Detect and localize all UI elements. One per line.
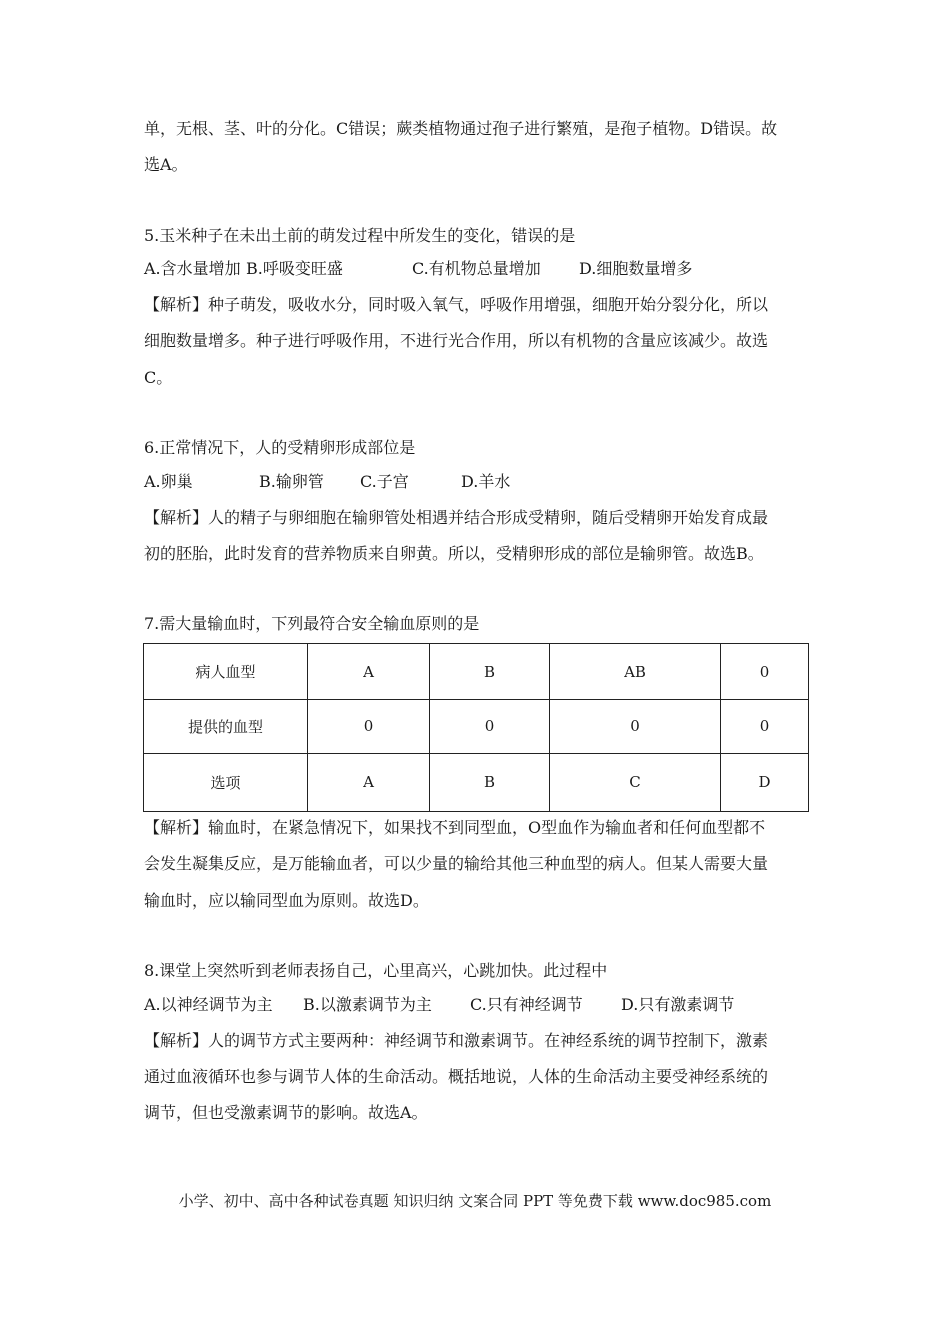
- table-cell: 0: [308, 700, 430, 753]
- table-cell: 0: [721, 700, 809, 753]
- q8-option-a: A.以神经调节为主: [144, 995, 273, 1014]
- q6-option-c: C.子宫: [360, 472, 409, 491]
- table-cell: D: [721, 753, 809, 811]
- q5-analysis-line-1: 【解析】种子萌发，吸收水分，同时吸入氧气，呼吸作用增强，细胞开始分裂分化，所以: [144, 295, 769, 314]
- q5-analysis-line-3: C。: [144, 368, 173, 387]
- q5-option-c: C.有机物总量增加: [412, 259, 541, 278]
- table-cell: B: [430, 644, 550, 700]
- table-row: [144, 700, 809, 753]
- page-footer: 小学、初中、高中各种试卷真题 知识归纳 文案合同 PPT 等免费下载 www.doc985.com: [178, 1192, 772, 1210]
- table-cell: AB: [550, 644, 721, 700]
- table-cell: 0: [721, 644, 809, 700]
- q8-option-b: B.以激素调节为主: [303, 995, 432, 1014]
- q8-options: [144, 994, 814, 1016]
- q7-analysis-line-3: 输血时，应以输同型血为原则。故选D。: [144, 891, 429, 910]
- table-cell: 病人血型: [144, 644, 308, 700]
- blood-type-table: [143, 643, 809, 812]
- table-cell: B: [430, 753, 550, 811]
- q7-analysis-line-1: 【解析】输血时，在紧急情况下，如果找不到同型血，O型血作为输血者和任何血型都不: [144, 818, 766, 837]
- table-cell: A: [308, 753, 430, 811]
- q4-analysis-line-2: 选A。: [144, 155, 188, 174]
- q8-question: 8.课堂上突然听到老师表扬自己，心里高兴，心跳加快。此过程中: [144, 961, 608, 980]
- table-cell: A: [308, 644, 430, 700]
- table-cell: 0: [550, 700, 721, 753]
- table-row: [144, 753, 809, 811]
- q8-analysis-line-1: 【解析】人的调节方式主要两种：神经调节和激素调节。在神经系统的调节控制下，激素: [144, 1031, 769, 1050]
- q8-analysis-line-3: 调节，但也受激素调节的影响。故选A。: [144, 1103, 428, 1122]
- q5-option-d: D.细胞数量增多: [579, 259, 693, 278]
- q6-analysis-line-2: 初的胚胎，此时发育的营养物质来自卵黄。所以，受精卵形成的部位是输卵管。故选B。: [144, 544, 764, 563]
- q5-analysis-line-2: 细胞数量增多。种子进行呼吸作用，不进行光合作用，所以有机物的含量应该减少。故选: [144, 331, 769, 350]
- q8-analysis-line-2: 通过血液循环也参与调节人体的生命活动。概括地说，人体的生命活动主要受神经系统的: [144, 1067, 769, 1086]
- q5-options: [144, 258, 814, 280]
- q4-analysis-line-1: 单，无根、茎、叶的分化。C错误；蕨类植物通过孢子进行繁殖，是孢子植物。D错误。故: [144, 119, 778, 138]
- q6-option-d: D.羊水: [461, 472, 511, 491]
- q5-option-a: A.含水量增加: [144, 259, 241, 278]
- q7-question: 7.需大量输血时，下列最符合安全输血原则的是: [144, 614, 480, 633]
- table-cell: 0: [430, 700, 550, 753]
- table-cell: 选项: [144, 753, 308, 811]
- q5-option-b: B.呼吸变旺盛: [246, 259, 343, 278]
- q6-question: 6.正常情况下，人的受精卵形成部位是: [144, 438, 416, 457]
- q8-option-c: C.只有神经调节: [470, 995, 583, 1014]
- q6-analysis-line-1: 【解析】人的精子与卵细胞在输卵管处相遇并结合形成受精卵，随后受精卵开始发育成最: [144, 508, 769, 527]
- q6-options: [144, 471, 814, 493]
- q5-question: 5.玉米种子在未出土前的萌发过程中所发生的变化，错误的是: [144, 226, 576, 245]
- q6-option-a: A.卵巢: [144, 472, 193, 491]
- table-cell: C: [550, 753, 721, 811]
- q8-option-d: D.只有激素调节: [621, 995, 735, 1014]
- table-cell: 提供的血型: [144, 700, 308, 753]
- q6-option-b: B.输卵管: [259, 472, 324, 491]
- table-row: [144, 644, 809, 700]
- q7-analysis-line-2: 会发生凝集反应，是万能输血者，可以少量的输给其他三种血型的病人。但某人需要大量: [144, 854, 769, 873]
